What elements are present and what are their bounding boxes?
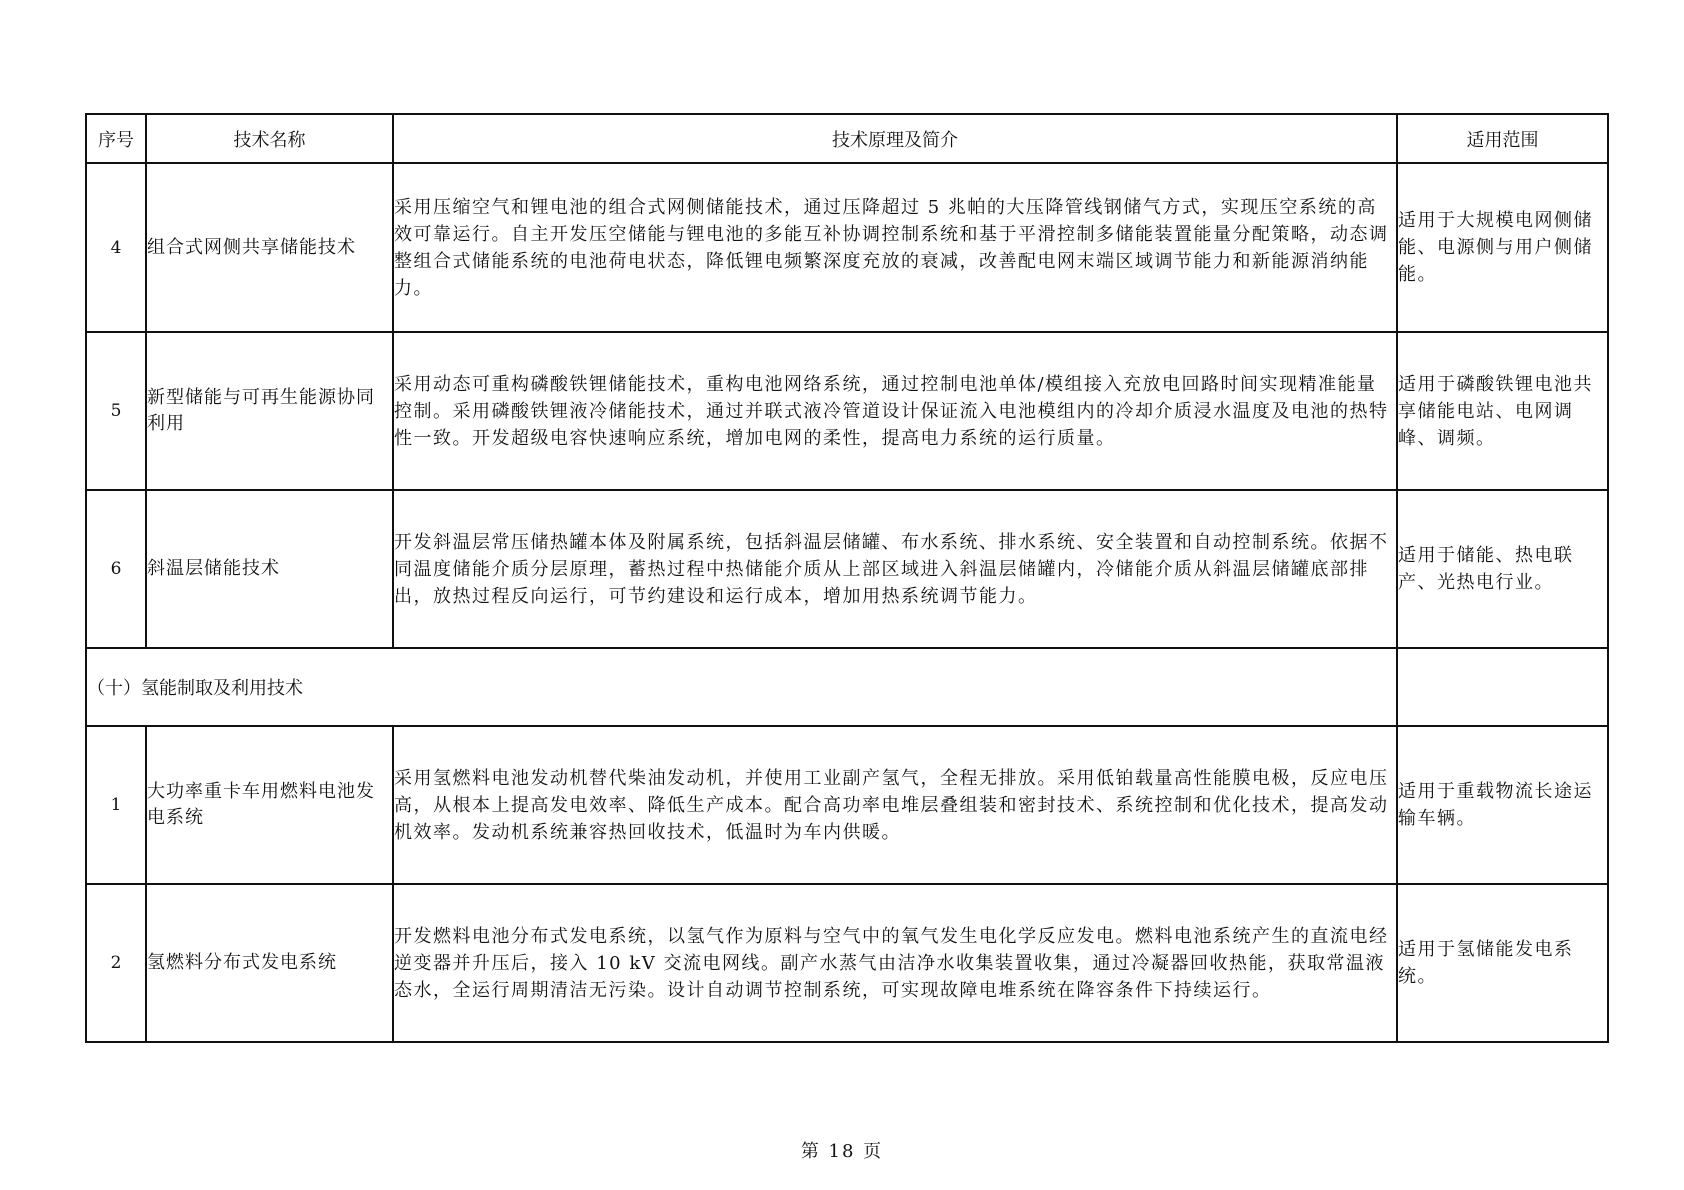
- table-row: [86, 490, 1608, 648]
- row-name: 新型储能与可再生能源协同利用: [146, 332, 393, 490]
- row-name: 大功率重卡车用燃料电池发电系统: [146, 726, 393, 884]
- header-scope: 适用范围: [1397, 114, 1608, 163]
- row-scope: 适用于磷酸铁锂电池共享储能电站、电网调峰、调频。: [1397, 332, 1608, 490]
- row-name: 氢燃料分布式发电系统: [146, 884, 393, 1042]
- table-row: [86, 163, 1608, 332]
- table-row: [86, 726, 1608, 884]
- row-scope: 适用于重载物流长途运输车辆。: [1397, 726, 1608, 884]
- row-num: 5: [86, 332, 146, 490]
- row-scope: 适用于储能、热电联产、光热电行业。: [1397, 490, 1608, 648]
- header-num: 序号: [86, 114, 146, 163]
- row-desc: 开发燃料电池分布式发电系统，以氢气作为原料与空气中的氧气发生电化学反应发电。燃料电池系统产生的直流电经逆变器并升压后，接入 10 kV 交流电网线。副产水蒸气由洁净水收集装置收集，通过冷凝器回收热能，获取常温液态水，全运行周期清洁无污染。设计自动调节控制系统，可实现故障电堆系统在降容条件下持续运行。: [393, 884, 1397, 1042]
- section-title: （十）氢能制取及利用技术: [86, 648, 1397, 726]
- row-num: 1: [86, 726, 146, 884]
- row-desc: 采用动态可重构磷酸铁锂储能技术，重构电池网络系统，通过控制电池单体/模组接入充放电回路时间实现精准能量控制。采用磷酸铁锂液冷储能技术，通过并联式液冷管道设计保证流入电池模组内的冷却介质浸水温度及电池的热特性一致。开发超级电容快速响应系统，增加电网的柔性，提高电力系统的运行质量。: [393, 332, 1397, 490]
- table-row: [86, 884, 1608, 1042]
- technology-table: [85, 113, 1609, 1043]
- row-desc: 采用压缩空气和锂电池的组合式网侧储能技术，通过压降超过 5 兆帕的大压降管线钢储气方式，实现压空系统的高效可靠运行。自主开发压空储能与锂电池的多能互补协调控制系统和基于平滑控制多储能装置能量分配策略，动态调整组合式储能系统的电池荷电状态，降低锂电频繁深度充放的衰减，改善配电网末端区域调节能力和新能源消纳能力。: [393, 163, 1397, 332]
- page-number: 第 18 页: [800, 1141, 884, 1162]
- header-name: 技术名称: [146, 114, 393, 163]
- row-num: 6: [86, 490, 146, 648]
- row-name: 斜温层储能技术: [146, 490, 393, 648]
- row-num: 2: [86, 884, 146, 1042]
- header-desc: 技术原理及简介: [393, 114, 1397, 163]
- row-num: 4: [86, 163, 146, 332]
- section-row: [86, 648, 1608, 726]
- row-scope: 适用于氢储能发电系统。: [1397, 884, 1608, 1042]
- table-row: [86, 332, 1608, 490]
- section-empty-cell: [1397, 648, 1608, 726]
- row-scope: 适用于大规模电网侧储能、电源侧与用户侧储能。: [1397, 163, 1608, 332]
- table-header-row: [86, 114, 1608, 163]
- row-desc: 开发斜温层常压储热罐本体及附属系统，包括斜温层储罐、布水系统、排水系统、安全装置和自动控制系统。依据不同温度储能介质分层原理，蓄热过程中热储能介质从上部区域进入斜温层储罐内，冷储能介质从斜温层储罐底部排出，放热过程反向运行，可节约建设和运行成本，增加用热系统调节能力。: [393, 490, 1397, 648]
- row-desc: 采用氢燃料电池发动机替代柴油发动机，并使用工业副产氢气，全程无排放。采用低铂载量高性能膜电极，反应电压高，从根本上提高发电效率、降低生产成本。配合高功率电堆层叠组装和密封技术、系统控制和优化技术，提高发动机效率。发动机系统兼容热回收技术，低温时为车内供暖。: [393, 726, 1397, 884]
- row-name: 组合式网侧共享储能技术: [146, 163, 393, 332]
